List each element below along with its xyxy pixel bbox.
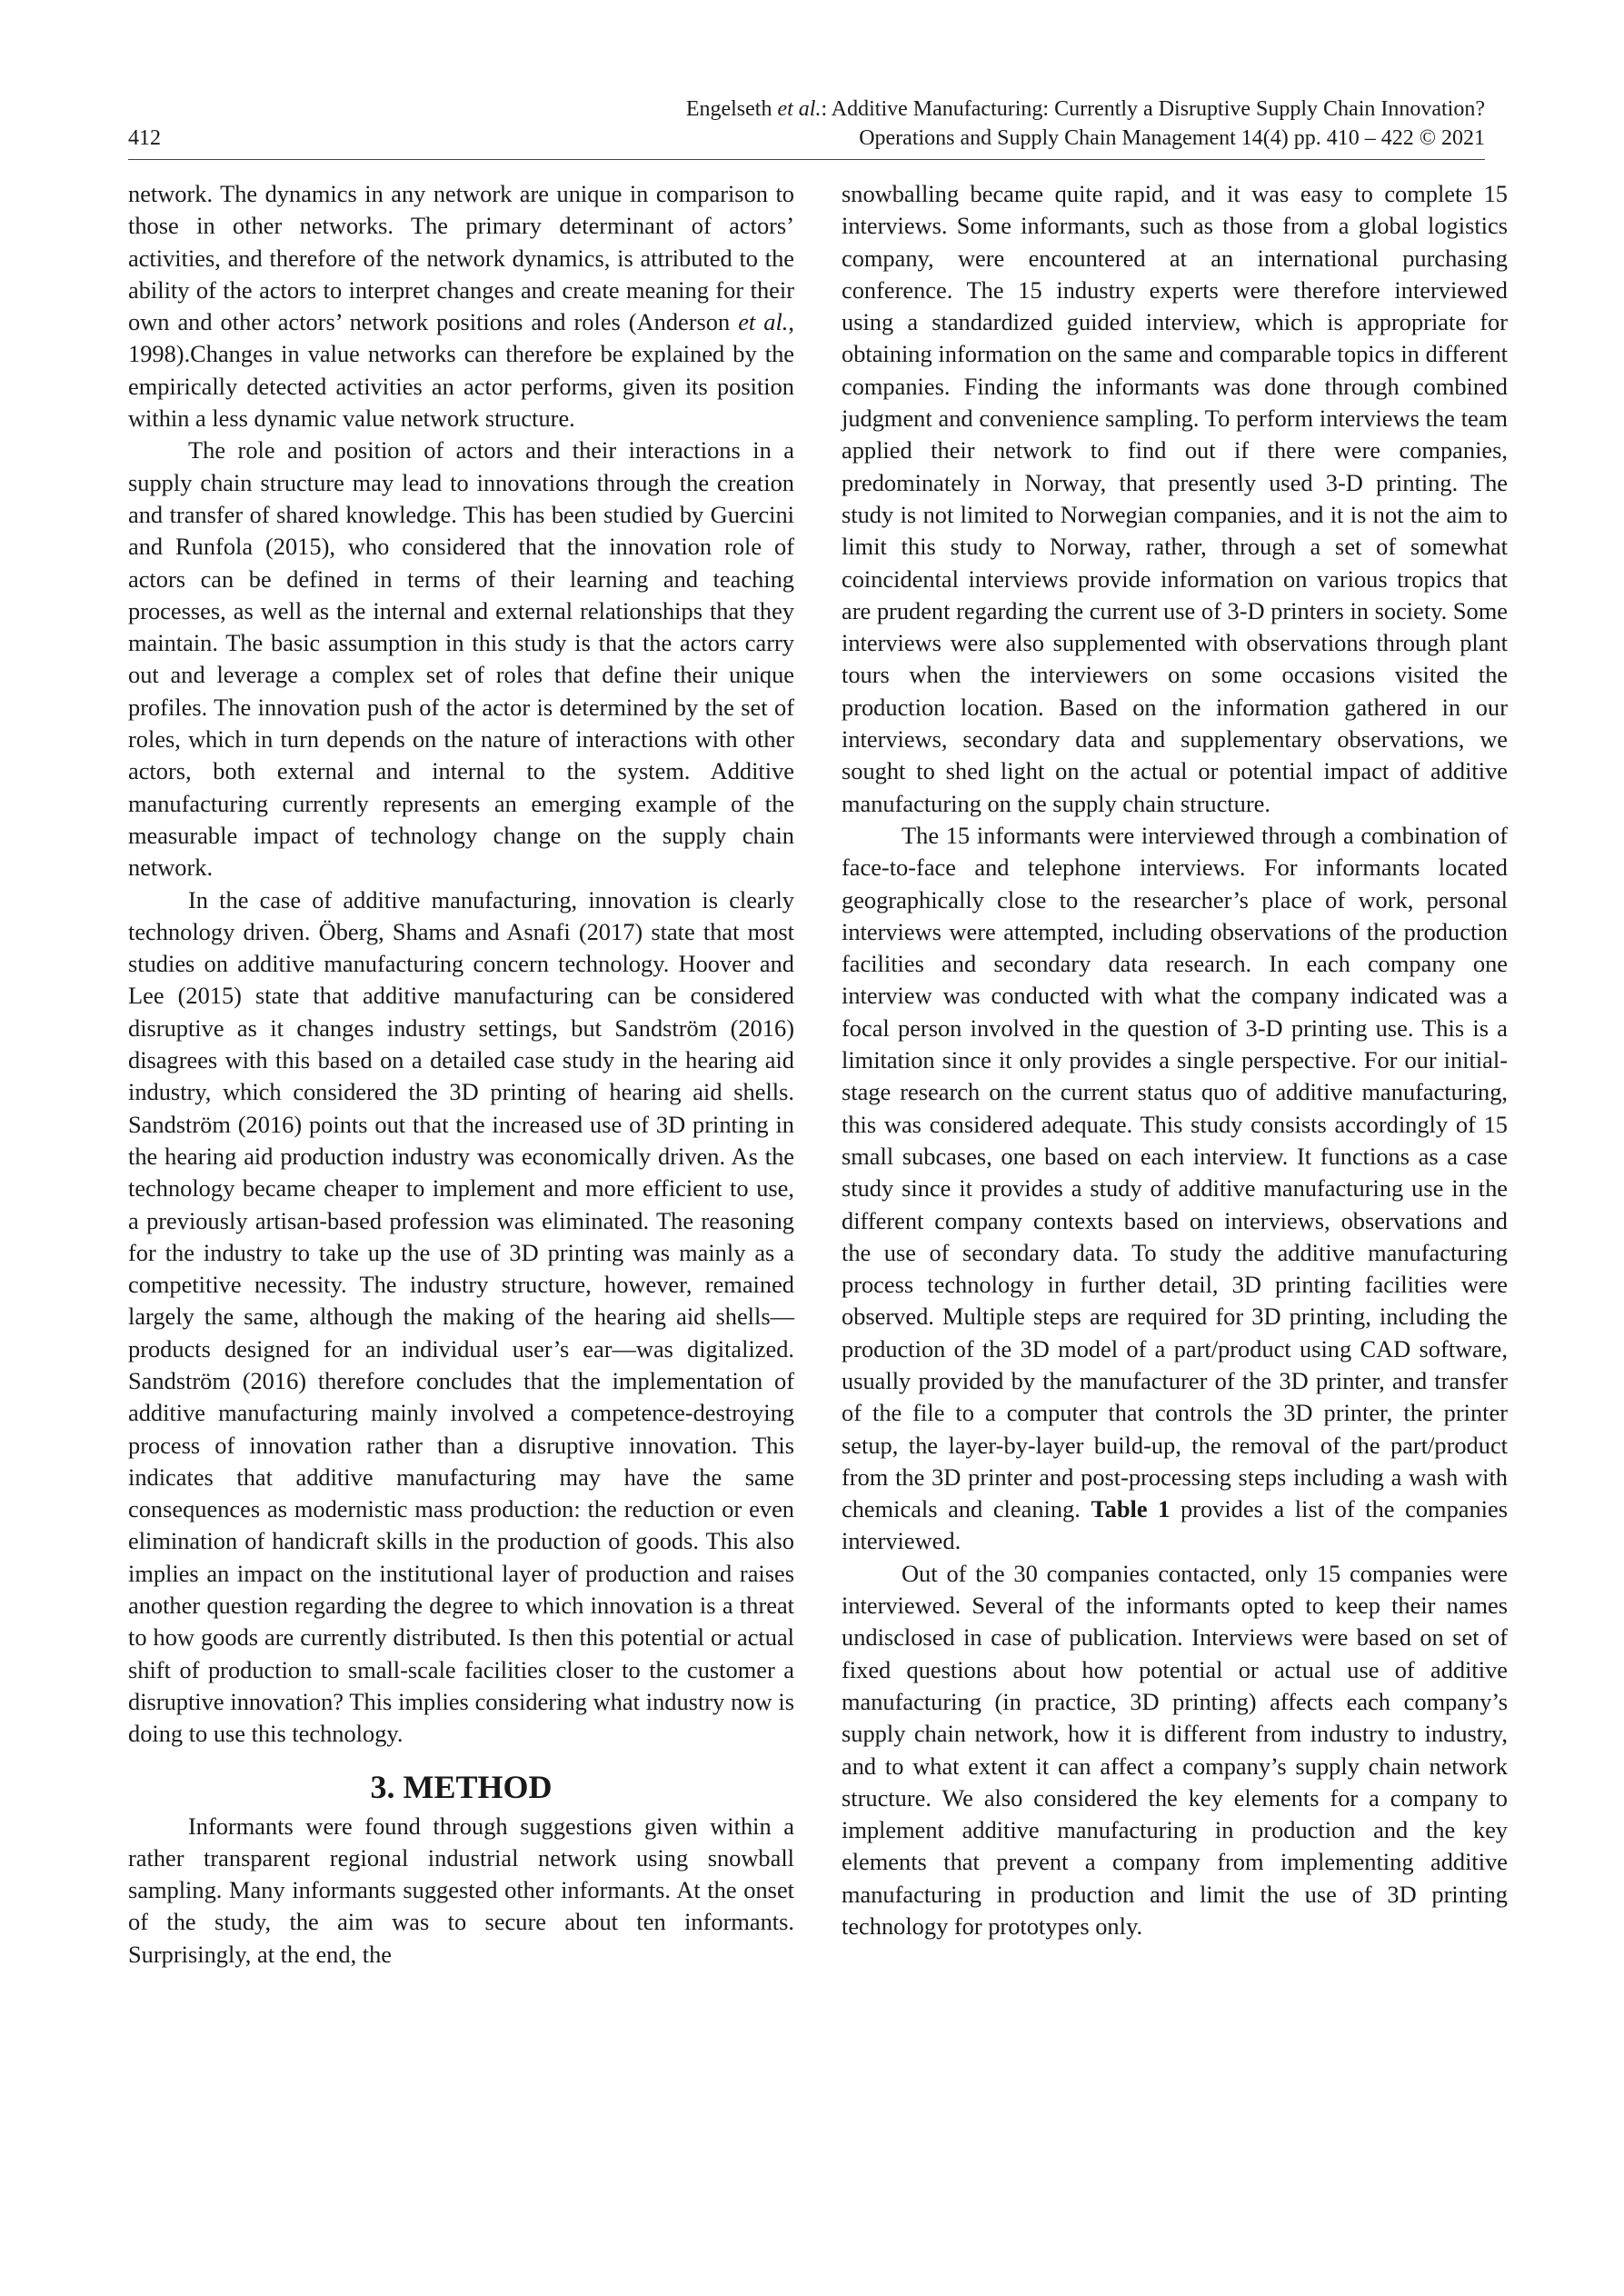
header-rule [128, 159, 1485, 160]
left-p1-end: , 1998).Changes in value networks can therefore be explained by the empirically detected activities an actor performs, given its position within a less dynamic value network structure. [128, 308, 794, 433]
running-header [686, 95, 1485, 153]
right-column [842, 178, 1508, 1942]
left-paragraph-1 [128, 178, 794, 434]
left-p1-text: network. The dynamics in any network are unique in comparison to those in other networks. The primary determinant of actors’ activities, and therefore of the network dynamics, is attributed to the ability of the actors to interpret changes and create meaning for their own and other actors’ network positions and roles (Anderson [128, 180, 794, 336]
right-paragraph-1: snowballing became quite rapid, and it was easy to complete 15 interviews. Some informants, such as those from a global logistics company, were encountered at an international purchasing conference. The 15 industry experts were therefore interviewed using a standardized guided interview, which is appropriate for obtaining information on the same and comparable topics in different companies. Finding the informants was done through combined judgment and convenience sampling. To perform interviews the team applied their network to find out if there were companies, predominately in Norway, that presently used 3-D printing. The study is not limited to Norwegian companies, and it is not the aim to limit this study to Norway, rather, through a set of somewhat coincidental interviews provide information on various tropics that are prudent regarding the current use of 3-D printers in society. Some interviews were also supplemented with observations through plant tours when the interviewers on some occasions visited the production location. Based on the information gathered in our interviews, secondary data and supplementary observations, we sought to shed light on the actual or potential impact of additive manufacturing on the supply chain structure. [842, 180, 1508, 817]
header-title: : Additive Manufacturing: Currently a Disruptive Supply Chain Innovation? [821, 97, 1485, 121]
right-paragraph-3: Out of the 30 companies contacted, only 15 companies were interviewed. Several of the informants opted to keep their names undisclosed in case of publication. Interviews were based on set of fixed questions about how potential or actual use of additive manufacturing (in practice, 3D printing) affects each company’s supply chain network, how it is different from industry to industry, and to what extent it can affect a company’s supply chain network structure. We also considered the key elements for a company to implement additive manufacturing in production and the key elements that prevent a company from implementing additive manufacturing in production and limit the use of 3D printing technology for prototypes only. [842, 1559, 1508, 1941]
running-header-title [686, 95, 1485, 124]
right-p2-text: The 15 informants were interviewed through a combination of face-to-face and telephone interviews. For informants located geographically close to the researcher’s place of work, personal interviews were attempted, including observations of the production facilities and secondary data research. In each company one interview was conducted with what the company indicated was a focal person involved in the question of 3-D printing use. This is a limitation since it only provides a single perspective. For our initial-stage research on the current status quo of additive manufacturing, this was considered adequate. This study consists accordingly of 15 small subcases, one based on each interview. It functions as a case study since it provides a study of additive manufacturing use in the different company contexts based on interviews, observations and the use of secondary data. To study the additive manufacturing process technology in further detail, 3D printing facilities were observed. Multiple steps are required for 3D printing, including the production of the 3D model of a part/product using CAD software, usually provided by the manufacturer of the 3D printer, and transfer of the file to a computer that controls the 3D printer, the printer setup, the layer-by-layer build-up, the removal of the part/product from the 3D printer and post-processing steps including a wash with chemicals and cleaning. [842, 821, 1508, 1523]
left-column [128, 178, 794, 1971]
right-p2-end: provides a list of the companies interviewed. [842, 1495, 1508, 1555]
left-paragraph-4: Informants were found through suggestions given within a rather transparent regional industrial network using snowball sampling. Many informants suggested other informants. At the onset of the study, the aim was to secure about ten informants. Surprisingly, at the end, the [128, 1812, 794, 1968]
left-paragraph-2: The role and position of actors and their interactions in a supply chain structure may lead to innovations through the creation and transfer of shared knowledge. This has been studied by Guercini and Runfola (2015), who considered that the innovation role of actors can be defined in terms of their learning and teaching processes, as well as the internal and external relationships that they maintain. The basic assumption in this study is that the actors carry out and leverage a complex set of roles that define their unique profiles. The innovation push of the actor is determined by the set of roles, which in turn depends on the nature of interactions with other actors, both external and internal to the system. Additive manufacturing currently represents an emerging example of the measurable impact of technology change on the supply chain network. [128, 436, 794, 882]
header-authors: Engelseth [685, 97, 772, 121]
header-etal: et al. [777, 97, 822, 121]
table-reference: Table 1 [1091, 1495, 1171, 1523]
section-heading-method: 3. METHOD [370, 1768, 553, 1805]
header-journal: Operations and Supply Chain Management 14(4) pp. 410 – 422 © 2021 [859, 126, 1485, 150]
left-paragraph-3: In the case of additive manufacturing, innovation is clearly technology driven. Öberg, Shams and Asnafi (2017) state that most studies on additive manufacturing concern technology. Hoover and Lee (2015) state that additive manufacturing can be considered disruptive as it changes industry settings, but Sandström (2016) disagrees with this based on a detailed case study in the hearing aid industry, which considered the 3D printing of hearing aid shells. Sandström (2016) points out that the increased use of 3D printing in the hearing aid production industry was economically driven. As the technology became cheaper to implement and more efficient to use, a previously artisan-based profession was eliminated. The reasoning for the industry to take up the use of 3D printing was mainly as a competitive necessity. The industry structure, however, remained largely the same, although the making of the hearing aid shells—products designed for an individual user’s ear—was digitalized. Sandström (2016) therefore concludes that the implementation of additive manufacturing mainly involved a competence-destroying process of innovation rather than a disruptive innovation. This indicates that additive manufacturing may have the same consequences as modernistic mass production: the reduction or even elimination of handicraft skills in the production of goods. This also implies an impact on the institutional layer of production and raises another question regarding the degree to which innovation is a threat to how goods are currently distributed. Is then this potential or actual shift of production to small-scale facilities closer to the customer a disruptive innovation? This implies considering what industry now is doing to use this technology. [128, 885, 794, 1748]
page-number: 412 [128, 126, 161, 150]
left-p1-etal: et al. [738, 308, 789, 336]
right-paragraph-2 [842, 820, 1508, 1558]
